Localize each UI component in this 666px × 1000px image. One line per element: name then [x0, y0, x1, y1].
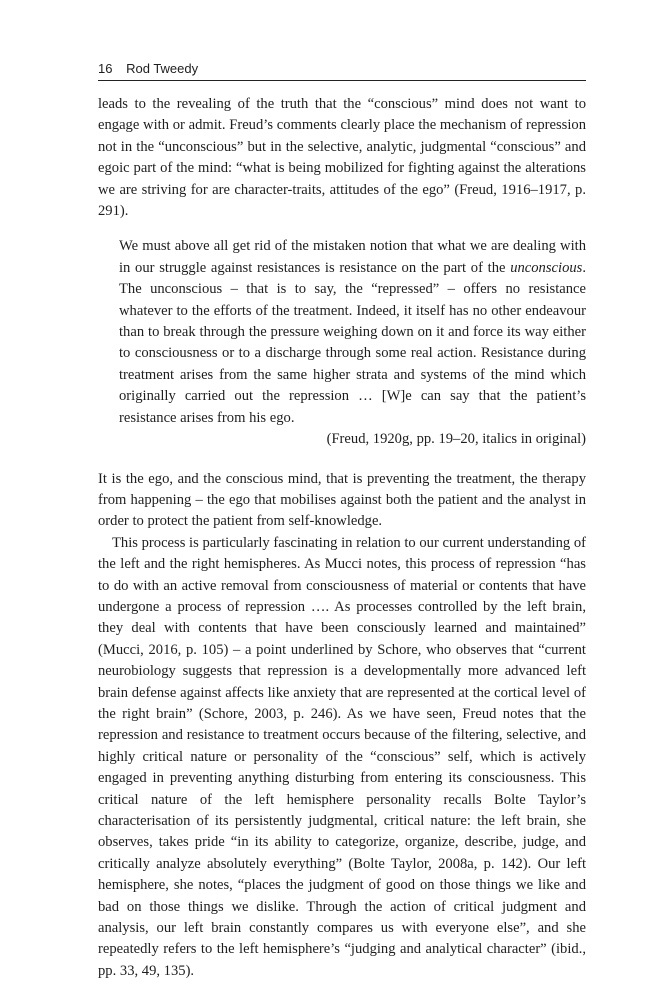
block-quote-text: [119, 236, 586, 429]
paragraph-3: This process is particularly fascinating in relation to our current understanding of the left and the right hemispheres. As Mucci notes, this process of repression “has to do with an active removal from consciousness of material or contents that have undergone a process of repression …. As processes controlled by the left brain, they deal with contents that have been consciously learned and maintained” (Mucci, 2016, p. 105) – a point underlined by Schore, who observes that “current neurobiology suggests that repression is a developmentally more advanced left brain defense against affects like anxiety that are represented at the cortical level of the right brain” (Schore, 2003, p. 246). As we have seen, Freud notes that the repression and resistance to treatment occurs because of the filtering, selective, and highly critical nature or personality of the “conscious” self, which is actively engaged in preventing anything disturbing from entering its consciousness. This critical nature of the left hemisphere personality recalls Bolte Taylor’s characterisation of its persistently judgmental, critical nature: the left brain, she observes, takes pride “in its ability to categorize, organize, describe, judge, and critically analyze absolutely everything” (Bolte Taylor, 2008a, p. 142). Our left hemisphere, she notes, “places the judgment of good on those things we like and bad on those things we dislike. Through the action of critical judgment and analysis, our left brain constantly compares us with everyone else”, and she repeatedly refers to the left hemisphere’s “judging and analytical character” (ibid., pp. 33, 49, 135).: [98, 534, 586, 979]
paragraph-2: It is the ego, and the conscious mind, that is preventing the treatment, the therapy from happening – the ego that mobilises against both the patient and the analyst in order to protect the patient from self-knowledge.: [98, 470, 586, 530]
block-quote-citation: (Freud, 1920g, pp. 19–20, italics in original): [326, 431, 586, 448]
page-number: 16: [98, 61, 113, 76]
block-quote-text-part-2: . The unconscious – that is to say, the “repressed” – offers no resistance whatever to the efforts of the treatment. Indeed, it itself has no other endeavour than to break through the pressure weighing down on it and force its way either to consciousness or to a discharge through some real action. Resistance during treatment arises from the same higher strata and systems of the mind which originally carried out the repression … [W]e can say that the patient’s resistance arises from his ego.: [119, 259, 586, 426]
running-head-author: Rod Tweedy: [126, 61, 199, 76]
block-quote-text-part-1: We must above all get rid of the mistaken notion that what we are dealing with in our struggle against resistances is resistance on the part of the: [119, 238, 586, 276]
block-quote: [119, 236, 586, 450]
body-text: [98, 94, 586, 982]
running-head: [98, 60, 586, 81]
block-quote-italic: unconscious: [510, 259, 583, 276]
paragraph-1: leads to the revealing of the truth that the “conscious” mind does not want to engage with or admit. Freud’s comments clearly place the mechanism of repression not in the “unconscious” but in the selective, analytic, judgmental “conscious” and egoic part of the mind: “what is being mobilized for fighting against the alterations we are striving for are character-traits, attitudes of the ego” (Freud, 1916–1917, p. 291).: [98, 96, 586, 220]
